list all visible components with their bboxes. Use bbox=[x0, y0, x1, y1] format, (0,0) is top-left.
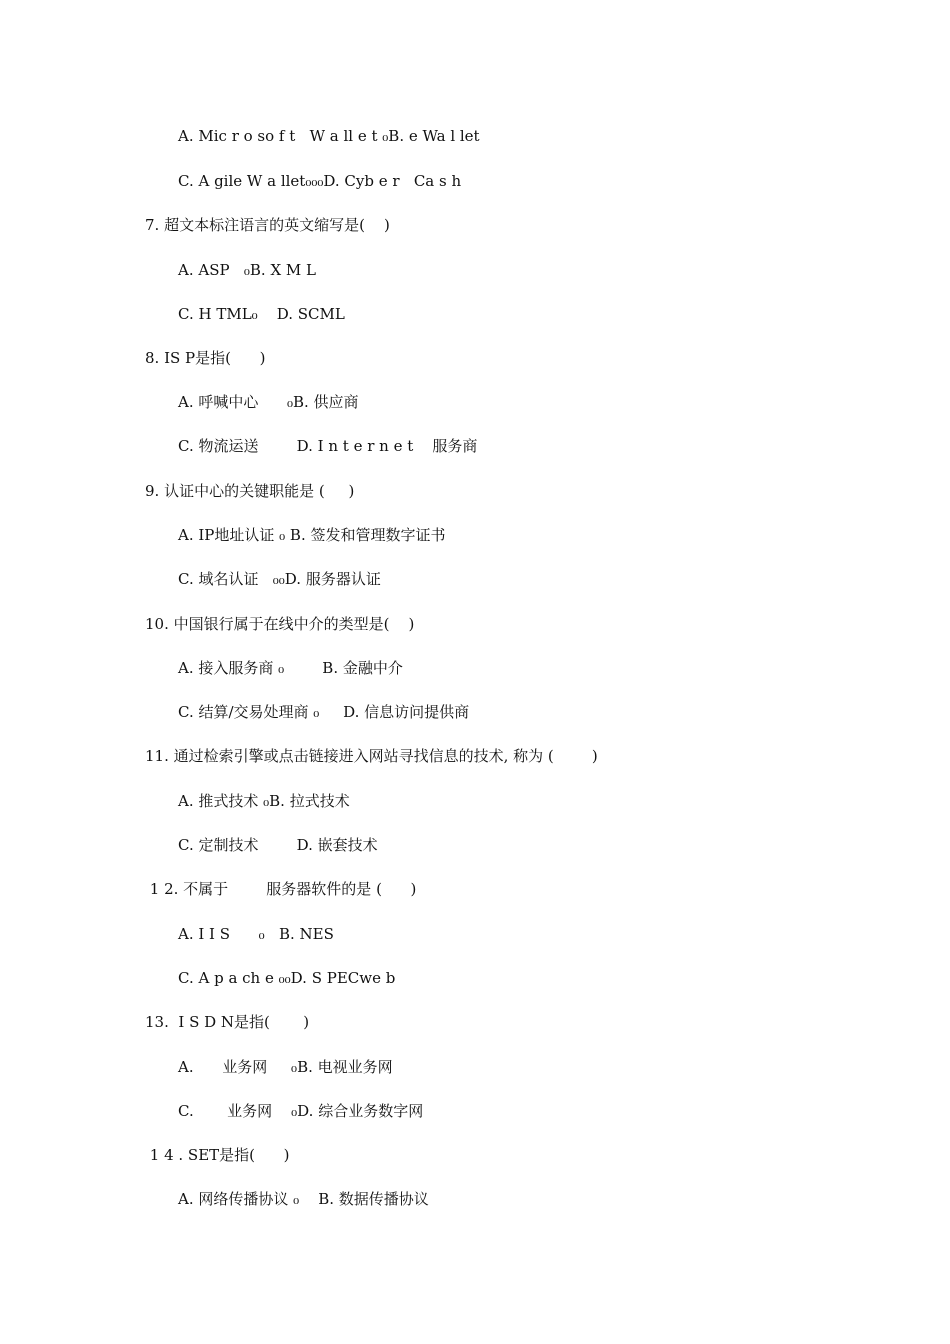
option-line: A. I I S ₀ B. NES bbox=[178, 925, 334, 943]
option-line: C. A gile W a llet₀₀₀D. Cyb e r Ca s h bbox=[178, 172, 462, 190]
question-line: 1 2. 不属于 服务器软件的是 ( ) bbox=[145, 880, 417, 898]
question-line: 9. 认证中心的关键职能是 ( ) bbox=[145, 482, 355, 500]
question-line: 11. 通过检索引擎或点击链接进入网站寻找信息的技术, 称为 ( ) bbox=[145, 747, 598, 765]
option-line: A. 呼喊中心 ₀B. 供应商 bbox=[178, 393, 359, 411]
option-line: A. 业务网 ₀B. 电视业务网 bbox=[178, 1058, 393, 1076]
question-line: 1 4 . SET是指( ) bbox=[145, 1146, 290, 1164]
option-line: C. 物流运送 D. I n t e r n e t 服务商 bbox=[178, 437, 478, 455]
option-line: A. IP地址认证 ₀ B. 签发和管理数字证书 bbox=[178, 526, 446, 544]
option-line: A. 网络传播协议 ₀ B. 数据传播协议 bbox=[178, 1190, 429, 1208]
question-line: 13. I S D N是指( ) bbox=[145, 1013, 310, 1031]
option-line: A. Mic r o so f t W a ll e t ₀B. e Wa l let bbox=[178, 127, 480, 145]
option-line: C. 业务网 ₀D. 综合业务数字网 bbox=[178, 1102, 424, 1120]
question-line: 7. 超文本标注语言的英文缩写是( ) bbox=[145, 216, 390, 234]
question-line: 10. 中国银行属于在线中介的类型是( ) bbox=[145, 615, 415, 633]
option-line: C. H TML₀ D. SCML bbox=[178, 305, 345, 323]
option-line: C. 结算/交易处理商 ₀ D. 信息访问提供商 bbox=[178, 703, 470, 721]
question-line: 8. IS P是指( ) bbox=[145, 349, 266, 367]
option-line: A. ASP ₀B. X M L bbox=[178, 261, 316, 279]
option-line: C. 定制技术 D. 嵌套技术 bbox=[178, 836, 378, 854]
option-line: C. A p a ch e ₀₀D. S PECwe b bbox=[178, 969, 396, 987]
option-line: A. 接入服务商 ₀ B. 金融中介 bbox=[178, 659, 403, 677]
option-line: A. 推式技术 ₀B. 拉式技术 bbox=[178, 792, 350, 810]
option-line: C. 域名认证 ₀₀D. 服务器认证 bbox=[178, 570, 381, 588]
